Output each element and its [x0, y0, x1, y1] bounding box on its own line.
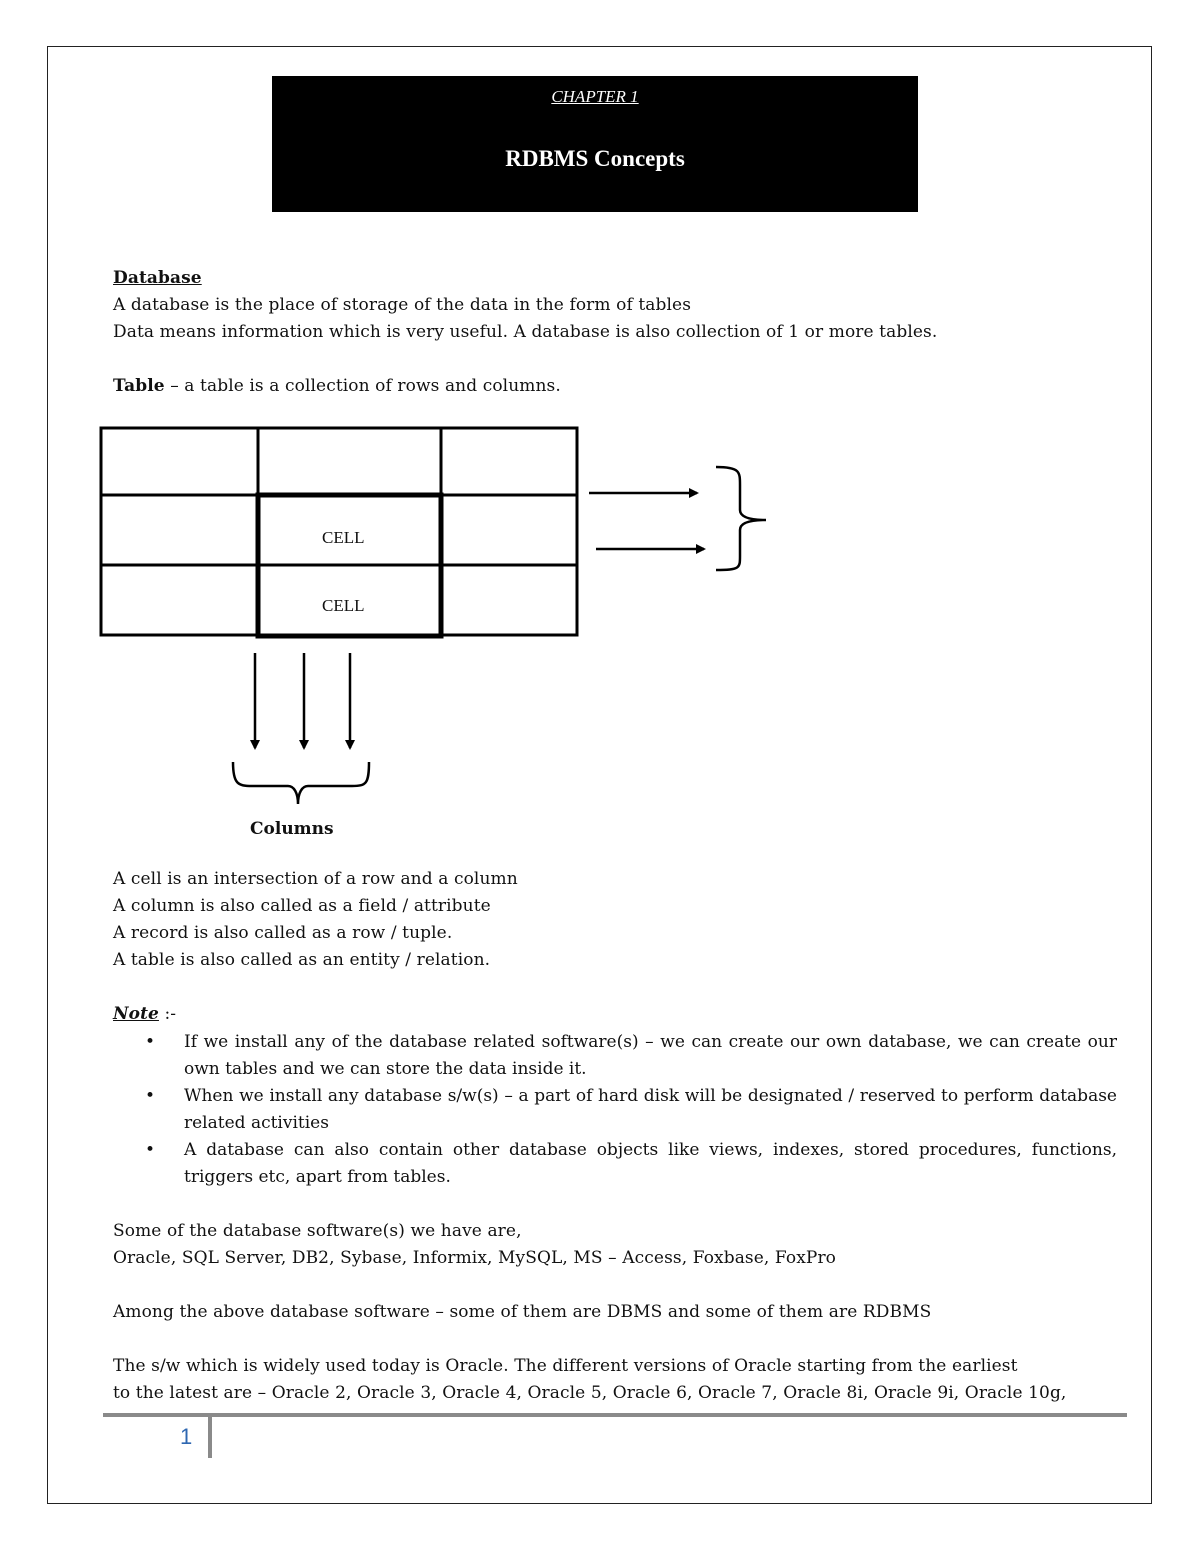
cell-label-2: CELL	[322, 596, 365, 615]
note-bullet-list	[113, 1029, 1117, 1191]
definition-record: A record is also called as a row / tuple.	[113, 923, 453, 943]
table-definition	[113, 373, 561, 400]
footer-divider	[208, 1417, 212, 1458]
oracle-line-1: The s/w which is widely used today is Oracle. The different versions of Oracle starting from the earliest	[113, 1356, 1018, 1376]
note-suffix: :-	[158, 1004, 177, 1024]
page-border	[47, 46, 1152, 1504]
list-item: • If we install any of the database related software(s) – we can create our own database, we can create our own tables and we can store the data inside it.	[113, 1029, 1117, 1083]
database-line-1: A database is the place of storage of the data in the form of tables	[113, 295, 692, 315]
chapter-title: RDBMS Concepts	[505, 146, 685, 171]
software-list: Oracle, SQL Server, DB2, Sybase, Informix, MySQL, MS – Access, Foxbase, FoxPro	[113, 1248, 837, 1268]
database-heading: Database	[113, 268, 202, 288]
list-item: • A database can also contain other database objects like views, indexes, stored procedures, functions, triggers etc, apart from tables.	[113, 1137, 1117, 1191]
note-heading	[113, 1001, 176, 1028]
table-definition-text: – a table is a collection of rows and columns.	[164, 376, 561, 396]
database-line-2: Data means information which is very useful. A database is also collection of 1 or more tables.	[113, 322, 938, 342]
software-intro: Some of the database software(s) we have are,	[113, 1221, 522, 1241]
footer-rule	[103, 1413, 1127, 1417]
page-number: 1	[180, 1424, 193, 1449]
chapter-number: CHAPTER 1	[551, 87, 639, 106]
oracle-line-2: to the latest are – Oracle 2, Oracle 3, Oracle 4, Oracle 5, Oracle 6, Oracle 7, Oracle 8i, Oracle 9i, Oracle 10g,	[113, 1383, 1067, 1403]
columns-label: Columns	[250, 819, 334, 839]
table-term: Table	[113, 376, 165, 396]
definition-cell: A cell is an intersection of a row and a column	[113, 869, 518, 889]
list-item: • When we install any database s/w(s) – a part of hard disk will be designated / reserved to perform database related activities	[113, 1083, 1117, 1137]
note-label: Note	[113, 1004, 159, 1024]
dbms-rdbms-line: Among the above database software – some of them are DBMS and some of them are RDBMS	[113, 1302, 932, 1322]
cell-label-1: CELL	[322, 528, 365, 547]
definition-column: A column is also called as a field / attribute	[113, 896, 491, 916]
chapter-header	[272, 76, 918, 212]
definition-table: A table is also called as an entity / relation.	[113, 950, 491, 970]
